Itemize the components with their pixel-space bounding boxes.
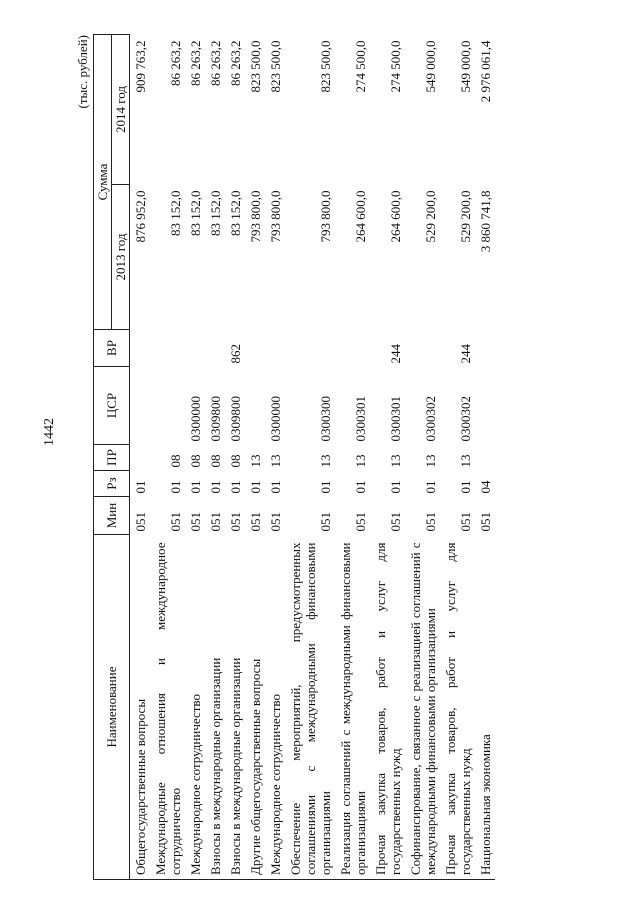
cell-2014: 549 000,0 — [423, 40, 438, 93]
cell-csr — [245, 367, 265, 445]
table-row — [370, 35, 405, 880]
cell-rz: 01 — [268, 480, 283, 494]
cell-name: Взносы в международные организации — [225, 535, 245, 880]
header-vr: ВР — [94, 330, 130, 367]
cell-pr: 13 — [248, 454, 263, 468]
cell-min: 051 — [228, 512, 243, 532]
cell-name: Международные отношения и международное сотрудничество — [150, 535, 185, 880]
cell-name: Международное сотрудничество — [265, 535, 285, 880]
cell-vr: 244 — [458, 344, 473, 364]
cell-vr — [185, 330, 205, 367]
header-2014: 2014 год — [112, 35, 130, 185]
cell-rz: 01 — [133, 480, 148, 494]
cell-csr — [475, 367, 495, 445]
cell-csr: 0300000 — [268, 396, 283, 442]
table-row — [245, 35, 265, 880]
cell-min: 051 — [168, 512, 183, 532]
cell-rz: 01 — [188, 480, 203, 494]
table-body — [130, 35, 496, 880]
table-row — [475, 35, 495, 880]
cell-vr — [130, 330, 151, 367]
cell-2013: 876 952,0 — [133, 190, 148, 243]
cell-name: Другие общегосударственные вопросы — [245, 535, 265, 880]
cell-csr — [130, 367, 151, 445]
table-row — [405, 35, 440, 880]
cell-csr: 0300300 — [318, 396, 333, 442]
cell-pr: 13 — [423, 454, 438, 468]
cell-vr — [245, 330, 265, 367]
cell-2014: 549 000,0 — [458, 40, 473, 93]
cell-name: Софинансирование, связанное с реализацией соглашений с международными финансовыми организациями — [405, 535, 440, 880]
cell-2013: 793 800,0 — [248, 190, 263, 243]
page-number: 1442 — [42, 418, 57, 446]
table-header — [94, 35, 130, 880]
cell-min: 051 — [133, 512, 148, 532]
cell-rz: 01 — [423, 480, 438, 494]
cell-2014: 86 263,2 — [208, 40, 223, 86]
cell-pr: 08 — [168, 454, 183, 468]
cell-rz: 01 — [168, 480, 183, 494]
cell-vr — [265, 330, 285, 367]
cell-rz: 01 — [388, 480, 403, 494]
cell-2014: 823 500,0 — [318, 40, 333, 93]
cell-min: 051 — [248, 512, 263, 532]
cell-min: 051 — [188, 512, 203, 532]
cell-2013: 83 152,0 — [168, 190, 183, 236]
cell-vr — [205, 330, 225, 367]
cell-csr: 0300302 — [458, 396, 473, 442]
cell-2014: 86 263,2 — [228, 40, 243, 86]
header-rz: Рз — [94, 471, 130, 497]
header-name: Наименование — [94, 535, 130, 880]
cell-vr — [285, 330, 335, 367]
table-row — [335, 35, 370, 880]
cell-2013: 83 152,0 — [228, 190, 243, 236]
cell-pr — [475, 445, 495, 471]
cell-rz: 01 — [353, 480, 368, 494]
cell-min: 051 — [478, 512, 493, 532]
cell-vr — [405, 330, 440, 367]
cell-2014: 274 500,0 — [353, 40, 368, 93]
cell-csr: 0300302 — [423, 396, 438, 442]
cell-csr: 0309800 — [208, 396, 223, 442]
cell-vr: 244 — [388, 344, 403, 364]
table-row — [150, 35, 185, 880]
cell-rz: 04 — [478, 480, 493, 494]
header-min: Мин — [94, 497, 130, 535]
cell-2013: 793 800,0 — [318, 190, 333, 243]
cell-pr: 13 — [458, 454, 473, 468]
cell-pr: 13 — [268, 454, 283, 468]
cell-2014: 823 500,0 — [248, 40, 263, 93]
cell-rz: 01 — [208, 480, 223, 494]
table-row — [265, 35, 285, 880]
cell-vr — [475, 330, 495, 367]
header-2013: 2013 год — [112, 185, 130, 330]
cell-min: 051 — [353, 512, 368, 532]
cell-min: 051 — [423, 512, 438, 532]
cell-min: 051 — [208, 512, 223, 532]
cell-2014: 823 500,0 — [268, 40, 283, 93]
table-row — [440, 35, 475, 880]
cell-rz: 01 — [318, 480, 333, 494]
cell-csr: 0300000 — [188, 396, 203, 442]
budget-table — [93, 34, 495, 880]
cell-2014: 274 500,0 — [388, 40, 403, 93]
cell-min: 051 — [388, 512, 403, 532]
cell-rz: 01 — [248, 480, 263, 494]
cell-pr: 13 — [318, 454, 333, 468]
cell-csr: 0300301 — [388, 396, 403, 442]
cell-2013: 3 860 741,8 — [478, 190, 493, 253]
units-note: (тыс. рублей) — [75, 35, 90, 109]
cell-min: 051 — [318, 512, 333, 532]
table-row — [185, 35, 205, 880]
cell-name: Прочая закупка товаров, работ и услуг для государственных нужд — [440, 535, 475, 880]
cell-2013: 83 152,0 — [188, 190, 203, 236]
cell-name: Общегосударственные вопросы — [130, 535, 151, 880]
header-pr: ПР — [94, 445, 130, 471]
cell-pr: 13 — [353, 454, 368, 468]
cell-name: Национальная экономика — [475, 535, 495, 880]
cell-pr: 08 — [228, 454, 243, 468]
cell-rz: 01 — [228, 480, 243, 494]
cell-csr — [150, 367, 185, 445]
table-row — [205, 35, 225, 880]
table-row — [225, 35, 245, 880]
cell-2013: 264 600,0 — [388, 190, 403, 243]
cell-csr: 0309800 — [228, 396, 243, 442]
cell-name: Прочая закупка товаров, работ и услуг для государственных нужд — [370, 535, 405, 880]
cell-pr: 08 — [188, 454, 203, 468]
cell-min: 051 — [458, 512, 473, 532]
cell-min: 051 — [268, 512, 283, 532]
header-csr: ЦСР — [94, 367, 130, 445]
cell-pr: 13 — [388, 454, 403, 468]
cell-2013: 264 600,0 — [353, 190, 368, 243]
cell-name: Реализация соглашений с международными финансовыми организациями — [335, 535, 370, 880]
cell-2014: 86 263,2 — [168, 40, 183, 86]
table-row — [130, 35, 151, 880]
header-sum: Сумма — [94, 35, 112, 330]
table-row — [285, 35, 335, 880]
cell-2013: 529 200,0 — [423, 190, 438, 243]
rotated-table-region — [75, 35, 580, 880]
cell-vr — [150, 330, 185, 367]
cell-csr: 0300301 — [353, 396, 368, 442]
cell-name: Международное сотрудничество — [185, 535, 205, 880]
cell-2013: 83 152,0 — [208, 190, 223, 236]
cell-name: Взносы в международные организации — [205, 535, 225, 880]
cell-2013: 529 200,0 — [458, 190, 473, 243]
cell-2014: 2 976 061,4 — [478, 40, 493, 103]
cell-vr — [335, 330, 370, 367]
cell-pr: 08 — [208, 454, 223, 468]
cell-pr — [130, 445, 151, 471]
cell-vr: 862 — [228, 344, 243, 364]
cell-2013: 793 800,0 — [268, 190, 283, 243]
cell-2014: 86 263,2 — [188, 40, 203, 86]
cell-rz: 01 — [458, 480, 473, 494]
cell-2014: 909 763,2 — [133, 40, 148, 93]
cell-name: Обеспечение мероприятий, предусмотренных соглашениями с международными финансовыми организациями — [285, 535, 335, 880]
